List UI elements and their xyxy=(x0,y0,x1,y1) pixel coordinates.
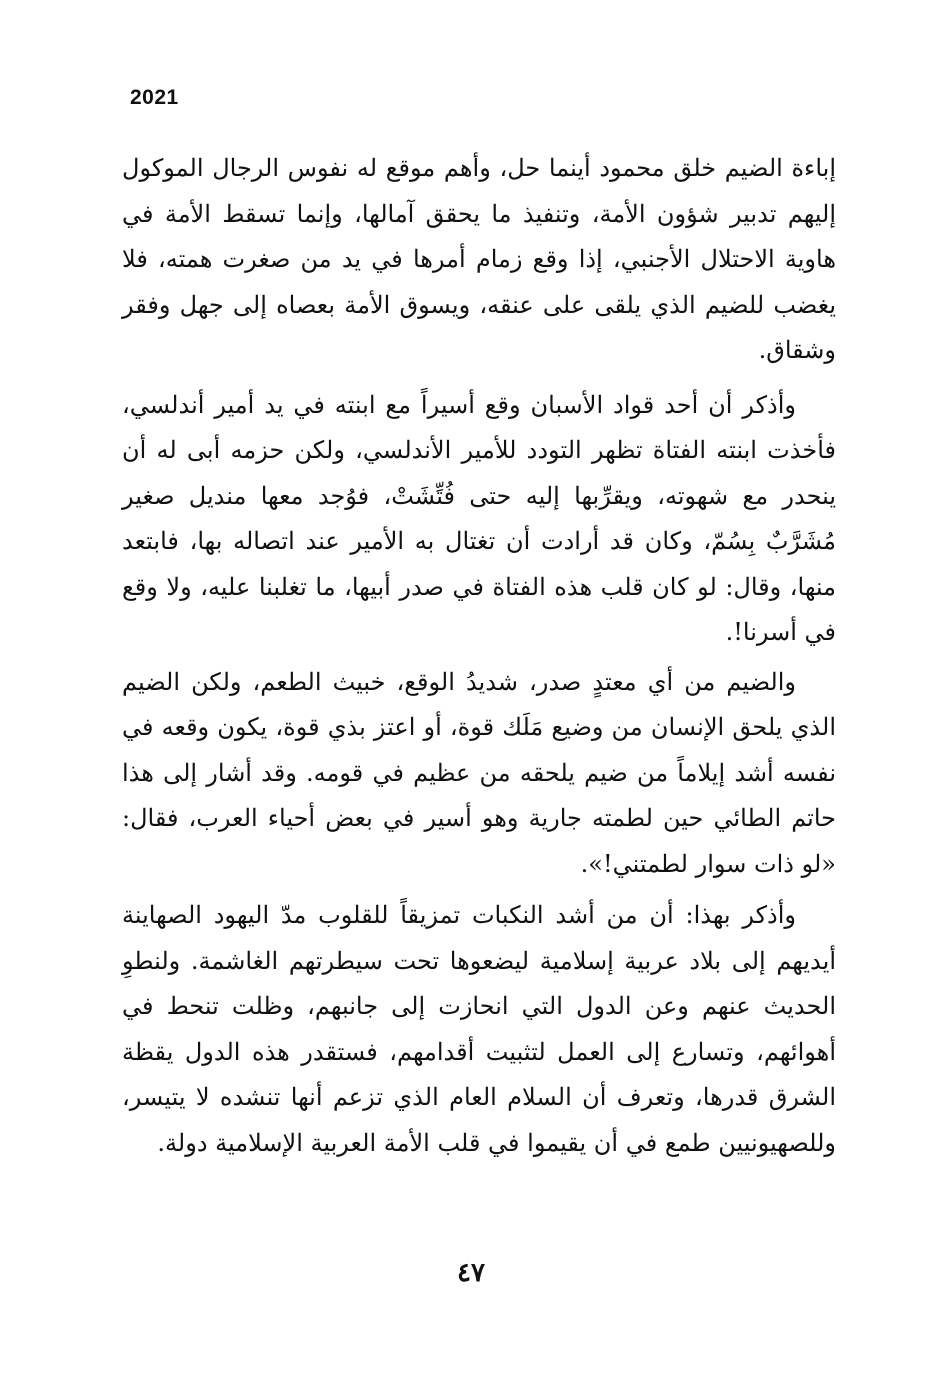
paragraph-1: إباءة الضيم خلق محمود أينما حل، وأهم موقع له نفوس الرجال الموكول إليهم تدبير شؤون الأمة، وتنفيذ ما يحقق آمالها، وإنما تسقط الأمة في هاوية الاحتلال الأجنبي، إذا وقع زمام أمرها في يد من صغرت همته، فلا يغضب للضيم الذي يلقى على عنقه، ويسوق الأمة بعصاه إلى جهل وفقر وشقاق. xyxy=(122,154,836,364)
page-number: ٤٧ xyxy=(457,1258,485,1288)
paragraph-4: وأذكر بهذا: أن من أشد النكبات تمزيقاً للقلوب مدّ اليهود الصهاينة أيديهم إلى بلاد عربية إسلامية ليضعوها تحت سيطرتهم الغاشمة. ولنطوِ الحديث عنهم وعن الدول التي انحازت إلى جانبهم، وظلت تنحط في أهوائهم، وتسارع إلى العمل لتثبيت أقدامهم، فستقدر هذه الدول يقظة الشرق قدرها، وتعرف أن السلام العام الذي تزعم أنها تنشده لا يتيسر، وللصهيونيين طمع في أن يقيموا في قلب الأمة العربية الإسلامية دولة. xyxy=(122,901,836,1157)
paragraph-2: وأذكر أن أحد قواد الأسبان وقع أسيراً مع ابنته في يد أمير أندلسي، فأخذت ابنته الفتاة تظهر التودد للأمير الأندلسي، ولكن حزمه أبى له أن ينحدر مع شهوته، ويقرِّبها إليه حتى فُتِّشَتْ، فوُجد معها منديل صغير مُشَرَّبٌ بِسُمّ، وكان قد أرادت أن تغتال به الأمير عند اتصاله بها، فابتعد منها، وقال: لو كان قلب هذه الفتاة في صدر أبيها، ما تغلبنا عليه، ولا وقع في أسرنا!. xyxy=(122,390,836,646)
body-text xyxy=(122,146,836,1166)
paragraph-3: والضيم من أي معتدٍ صدر، شديدُ الوقع، خبيث الطعم، ولكن الضيم الذي يلحق الإنسان من وضيع مَلَك قوة، أو اعتز بذي قوة، يكون وقعه في نفسه أشد إيلاماً من ضيم يلحقه من عظيم في قومه. وقد أشار إلى هذا حاتم الطائي حين لطمته جارية وهو أسير في بعض أحياء العرب، فقال: «لو ذات سوار لطمتني!». xyxy=(122,667,836,878)
header-year: 2021 xyxy=(130,86,179,109)
